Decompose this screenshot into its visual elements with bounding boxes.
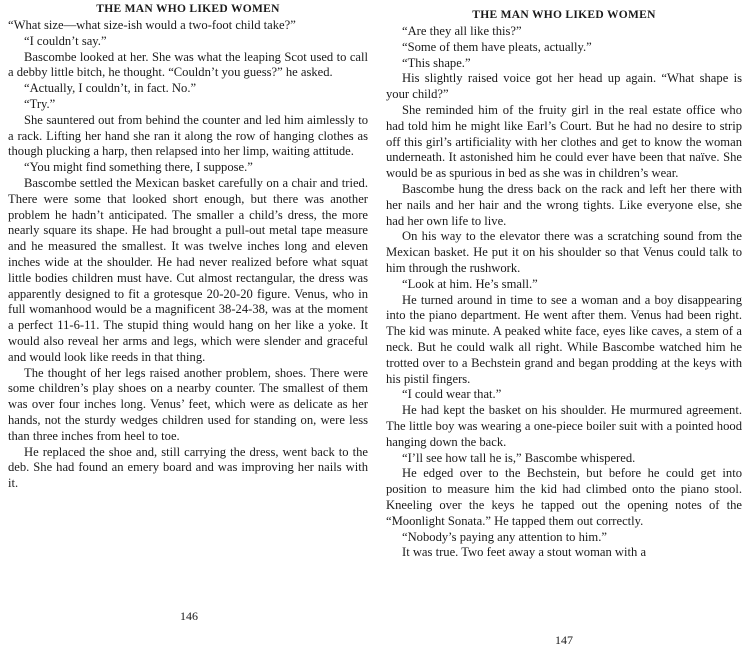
running-head: THE MAN WHO LIKED WOMEN bbox=[96, 3, 280, 15]
paragraph: “Some of them have pleats, actually.” bbox=[402, 39, 592, 54]
paragraph: It was true. Two feet away a stout woman with a bbox=[402, 545, 647, 560]
paragraph: “You might find something there, I suppose.” bbox=[24, 160, 253, 175]
paragraph: On his way to the elevator there was a scratching sound from the Mexican basket. He put it on his shoulder so that Venus could talk to him through the rushwork. bbox=[386, 229, 742, 275]
paragraph: “I couldn’t say.” bbox=[24, 33, 107, 48]
paragraph: “Try.” bbox=[24, 96, 56, 111]
paragraph: He had kept the basket on his shoulder. He murmured agreement. The little boy was wearing a one-piece boiler suit with a pointed hood hanging down the back. bbox=[386, 403, 742, 449]
paragraph: “Are they all like this?” bbox=[402, 24, 522, 38]
paragraph: Bascombe looked at her. She was what the leaping Scot used to call a debby little bitch, he thought. “Couldn’t you guess?” he asked. bbox=[8, 49, 368, 80]
paragraph: His slightly raised voice got her head up again. “What shape is your child?” bbox=[386, 71, 742, 102]
paragraph: Bascombe settled the Mexican basket carefully on a chair and tried. There were some that looked short enough, but there was another problem he hadn’t anticipated. The smaller a child’s dress, the more nearly square its shape. He had brought a pull-out metal tape measure and he measured the smallest. It was twelve inches long and eleven inches wide at the shoulder. He had never realized before what squat little bodies children must have. Cut almost rectangular, the dress was apparently designed to fit a grotesque 20-20-20 figure. Venus, who in full womanhood would be a magnificent 38-24-38, was at the moment a perfect 11-6-11. The stupid thing would hang on her like a yoke. It would also reveal her arms and legs, which were slender and graceful and would look like reeds in that thing. bbox=[8, 175, 368, 364]
page-body bbox=[386, 24, 742, 561]
paragraph: He edged over to the Bechstein, but before he could get into position to measure him the kid had climbed onto the piano stool. Kneeling over the keys he tapped out the opening notes of the “Moonlight Sonata.” He tapped them out correctly. bbox=[386, 466, 742, 528]
paragraph: She sauntered out from behind the counter and led him aimlessly to a rack. Lifting her hand she ran it along the row of hanging clothes as though plucking a harp, then relapsed into her limp, waiting attitude. bbox=[8, 112, 368, 159]
paragraph: “I could wear that.” bbox=[402, 387, 502, 402]
paragraph: “Look at him. He’s small.” bbox=[402, 276, 538, 291]
page-number: 147 bbox=[555, 633, 573, 647]
right-page bbox=[378, 0, 750, 650]
page-body bbox=[8, 18, 368, 492]
paragraph: “Actually, I couldn’t, in fact. No.” bbox=[24, 81, 197, 96]
paragraph: “Nobody’s paying any attention to him.” bbox=[402, 529, 607, 544]
paragraph: He turned around in time to see a woman and a boy disappearing into the piano department. He went after them. Venus had been right. The kid was minute. A peaked white face, eyes like caves, a stem of a neck. But he could walk all right. While Bascombe watched him he trotted over to a Bechstein grand and began prodding at the keys with his pistil fingers. bbox=[386, 292, 742, 386]
running-head: THE MAN WHO LIKED WOMEN bbox=[472, 9, 656, 21]
paragraph: “I’ll see how tall he is,” Bascombe whispered. bbox=[402, 450, 636, 465]
paragraph: Bascombe hung the dress back on the rack and left her there with her nails and her hair and the wrong tights. Like everyone else, she had her own life to live. bbox=[386, 181, 742, 228]
paragraph: “What size—what size-ish would a two-foot child take?” bbox=[8, 18, 296, 32]
page-number: 146 bbox=[180, 609, 198, 623]
paragraph: She reminded him of the fruity girl in the real estate office who had told him he might like Earl’s Court. But he had no desire to strip off this girl’s artificiality with her clothes and get to know the woman underneath. It astonished him he could ever have been that naïve. She would be as spurious in bed as she was in children’s wear. bbox=[386, 102, 742, 181]
paragraph: He replaced the shoe and, still carrying the dress, went back to the deb. She had found an emery board and was improving her nails with it. bbox=[8, 444, 368, 491]
paragraph: “This shape.” bbox=[402, 55, 471, 70]
paragraph: The thought of her legs raised another problem, shoes. There were some children’s play shoes on a nearby counter. The smallest of them was over four inches long. Venus’ feet, which were as delicate as her hands, not the sturdy wedges children used for standing on, were less than three inches from heel to toe. bbox=[8, 365, 368, 443]
